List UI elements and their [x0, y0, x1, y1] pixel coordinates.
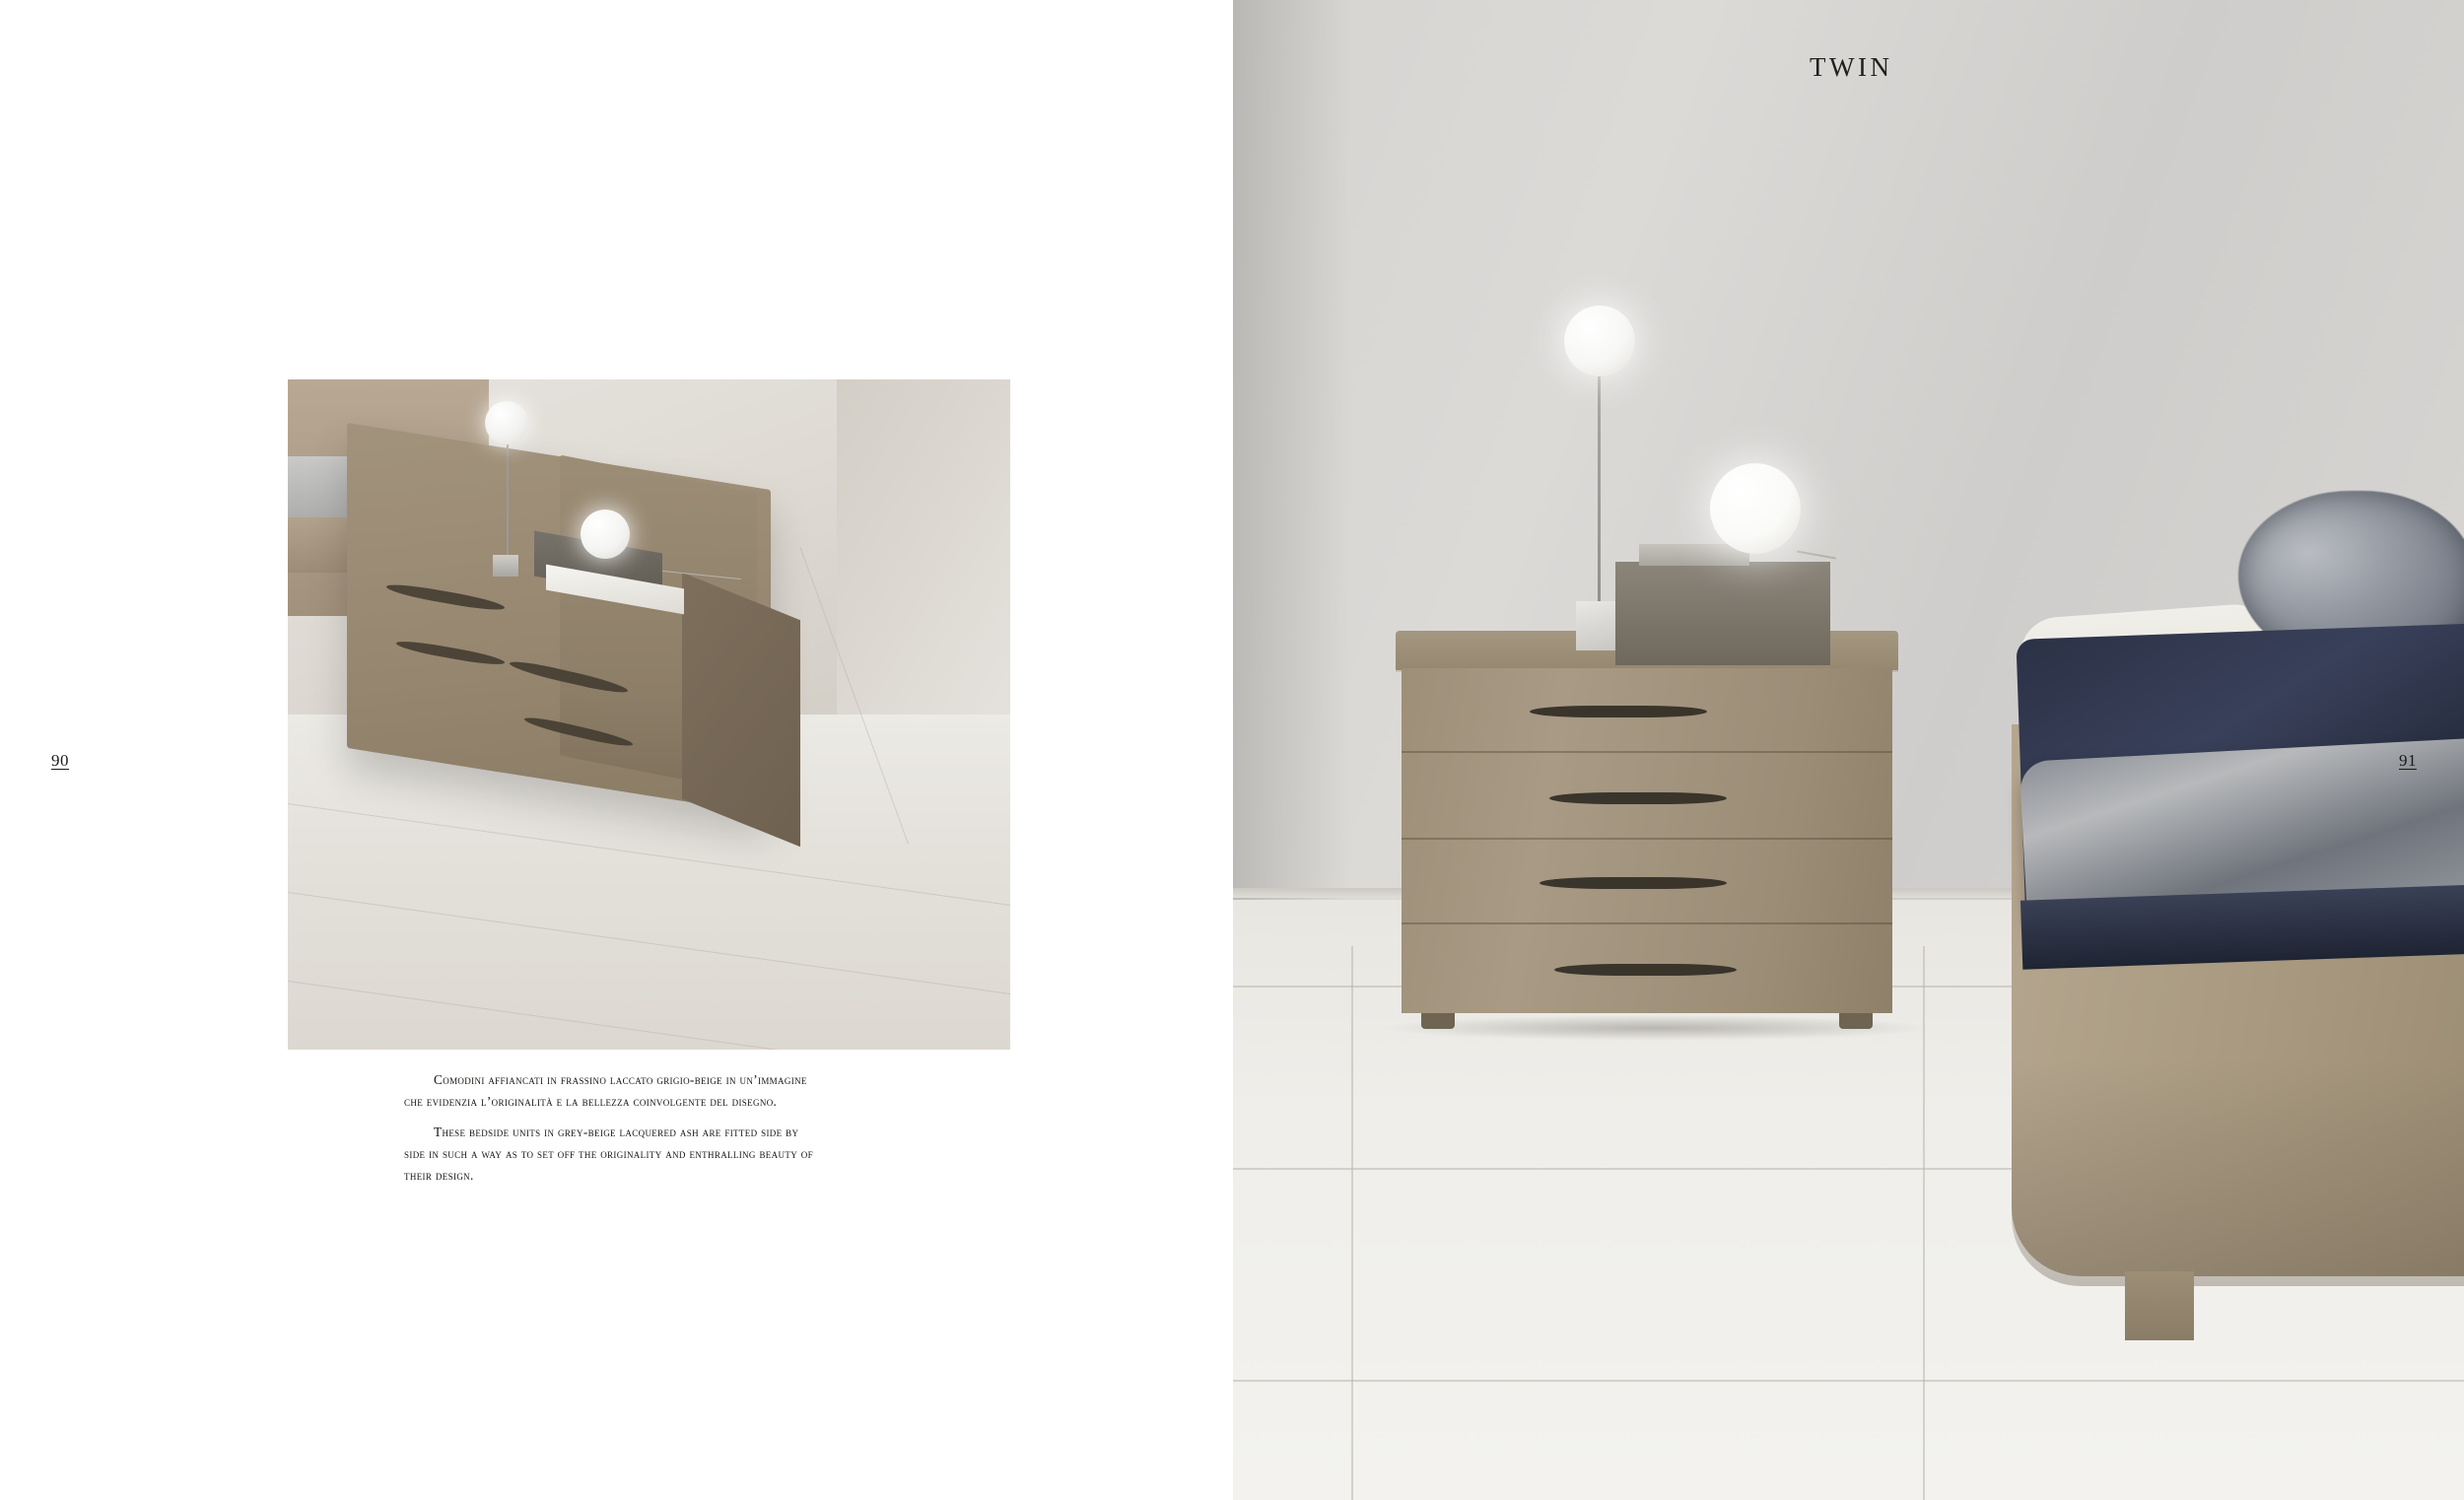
collection-title: TWIN	[1810, 52, 1893, 82]
floor-seam	[1233, 1380, 2464, 1382]
drawer-seam	[1402, 922, 1892, 924]
bedside-unit-side-panel	[682, 573, 800, 847]
drawer-groove	[1530, 706, 1707, 717]
table-lamp-base	[493, 555, 518, 577]
bed-leg	[2125, 1271, 2194, 1340]
floor-seam	[1351, 946, 1353, 1500]
drawer-groove	[1554, 964, 1737, 976]
nightstand-foot	[1421, 1013, 1455, 1029]
table-lamp-stem	[507, 443, 509, 560]
floor-lamp-globe	[1564, 306, 1635, 376]
caption-block	[404, 1069, 818, 1186]
caption-english: These bedside units in grey-beige lacquered ash are fitted side by side in such a way as to set off the originality and enthralling beauty of their design.	[404, 1125, 813, 1183]
right-page	[1233, 0, 2464, 1500]
bedside-units-side-by-side-photo	[288, 379, 1010, 1050]
globe-lamp	[581, 510, 630, 559]
page-number-right: 91	[2399, 751, 2417, 770]
drawer-seam	[1402, 838, 1892, 840]
bed-base-shading	[2012, 1059, 2464, 1286]
floor-lamp-stem	[1598, 363, 1601, 639]
caption-italian: Comodini affiancati in frassino laccato grigio-beige in un’immagine che evidenzia l’originalità e la bellezza coinvolgente del disegno.	[404, 1072, 807, 1109]
drawer-seam	[1402, 751, 1892, 753]
wall-shadow	[1233, 0, 1351, 930]
nightstand-foot	[1839, 1013, 1873, 1029]
table-lamp-globe	[485, 401, 528, 444]
nightstand	[1396, 631, 1898, 1025]
globe-lamp	[1710, 463, 1801, 554]
nightstand-body	[1402, 668, 1892, 1013]
decor-box	[1615, 562, 1830, 665]
page-number-left: 90	[51, 751, 69, 770]
drawer-groove	[1549, 792, 1727, 804]
drawer-groove	[1540, 877, 1727, 889]
